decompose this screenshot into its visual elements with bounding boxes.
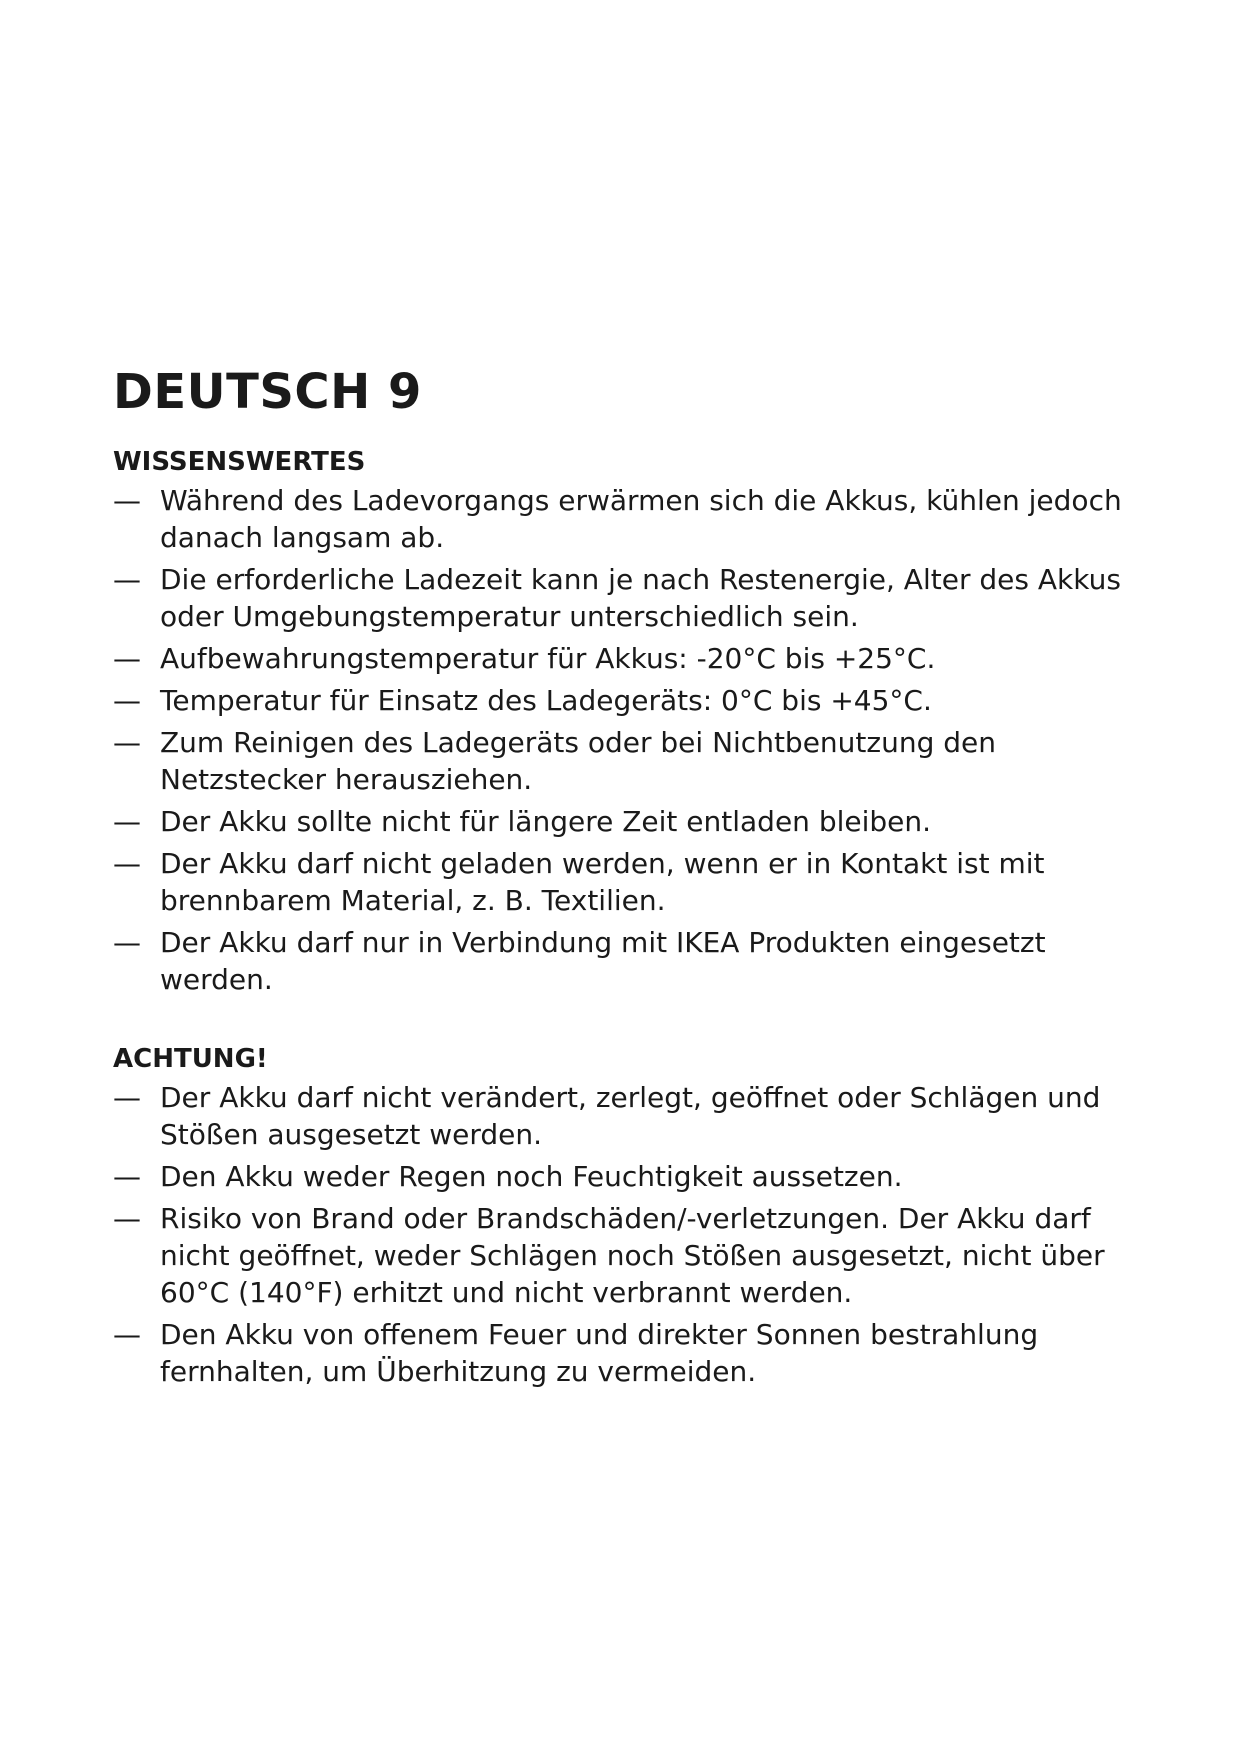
list-item-text: Der Akku sollte nicht für längere Zeit entladen bleiben. bbox=[160, 805, 932, 838]
document-page bbox=[113, 362, 1133, 1395]
dash-icon: — bbox=[113, 1081, 141, 1114]
bullet-list bbox=[113, 482, 1133, 998]
dash-icon: — bbox=[113, 642, 141, 675]
list-item-text: Die erforderliche Ladezeit kann je nach Restenergie, Alter des Akkus oder Umgebungstemperatur unterschiedlich sein. bbox=[160, 563, 1121, 633]
list-item-text: Aufbewahrungstemperatur für Akkus: -20°C bis +25°C. bbox=[160, 642, 936, 675]
dash-icon: — bbox=[113, 926, 141, 959]
dash-icon: — bbox=[113, 1160, 141, 1193]
list-item bbox=[113, 1158, 1133, 1195]
dash-icon: — bbox=[113, 1318, 141, 1351]
list-item bbox=[113, 803, 1133, 840]
list-item bbox=[113, 682, 1133, 719]
dash-icon: — bbox=[113, 726, 141, 759]
section-wissenswertes bbox=[113, 444, 1133, 998]
page-title: DEUTSCH 9 bbox=[113, 364, 422, 420]
dash-icon: — bbox=[113, 847, 141, 880]
list-item-text: Risiko von Brand oder Brandschäden/-verletzungen. Der Akku darf nicht geöffnet, weder Schlägen noch Stößen ausgesetzt, nicht über 60°C (140°F) erhitzt und nicht verbrannt werden. bbox=[160, 1202, 1105, 1309]
list-item-text: Während des Ladevorgangs erwärmen sich die Akkus, kühlen jedoch danach langsam ab. bbox=[160, 484, 1122, 554]
list-item-text: Temperatur für Einsatz des Ladegeräts: 0°C bis +45°C. bbox=[160, 684, 932, 717]
list-item bbox=[113, 845, 1133, 919]
section-heading: WISSENSWERTES bbox=[113, 447, 366, 477]
dash-icon: — bbox=[113, 1202, 141, 1235]
list-item-text: Der Akku darf nur in Verbindung mit IKEA Produkten eingesetzt werden. bbox=[160, 926, 1046, 996]
list-item bbox=[113, 561, 1133, 635]
list-item-text: Der Akku darf nicht verändert, zerlegt, geöffnet oder Schlägen und Stößen ausgesetzt werden. bbox=[160, 1081, 1101, 1151]
list-item bbox=[113, 1079, 1133, 1153]
list-item-text: Zum Reinigen des Ladegeräts oder bei Nichtbenutzung den Netzstecker herausziehen. bbox=[160, 726, 997, 796]
section-spacer bbox=[113, 1003, 1133, 1041]
dash-icon: — bbox=[113, 563, 141, 596]
list-item bbox=[113, 1316, 1133, 1390]
list-item bbox=[113, 924, 1133, 998]
list-item-text: Den Akku von offenem Feuer und direkter Sonnen bestrahlung fernhalten, um Überhitzung zu vermeiden. bbox=[160, 1318, 1039, 1388]
section-heading: ACHTUNG! bbox=[113, 1044, 268, 1074]
list-item bbox=[113, 482, 1133, 556]
dash-icon: — bbox=[113, 805, 141, 838]
dash-icon: — bbox=[113, 684, 141, 717]
list-item bbox=[113, 724, 1133, 798]
bullet-list bbox=[113, 1079, 1133, 1390]
list-item bbox=[113, 640, 1133, 677]
list-item-text: Den Akku weder Regen noch Feuchtigkeit aussetzen. bbox=[160, 1160, 903, 1193]
section-achtung bbox=[113, 1041, 1133, 1390]
list-item bbox=[113, 1200, 1133, 1311]
dash-icon: — bbox=[113, 484, 141, 517]
list-item-text: Der Akku darf nicht geladen werden, wenn er in Kontakt ist mit brennbarem Material, z. B. Textilien. bbox=[160, 847, 1045, 917]
